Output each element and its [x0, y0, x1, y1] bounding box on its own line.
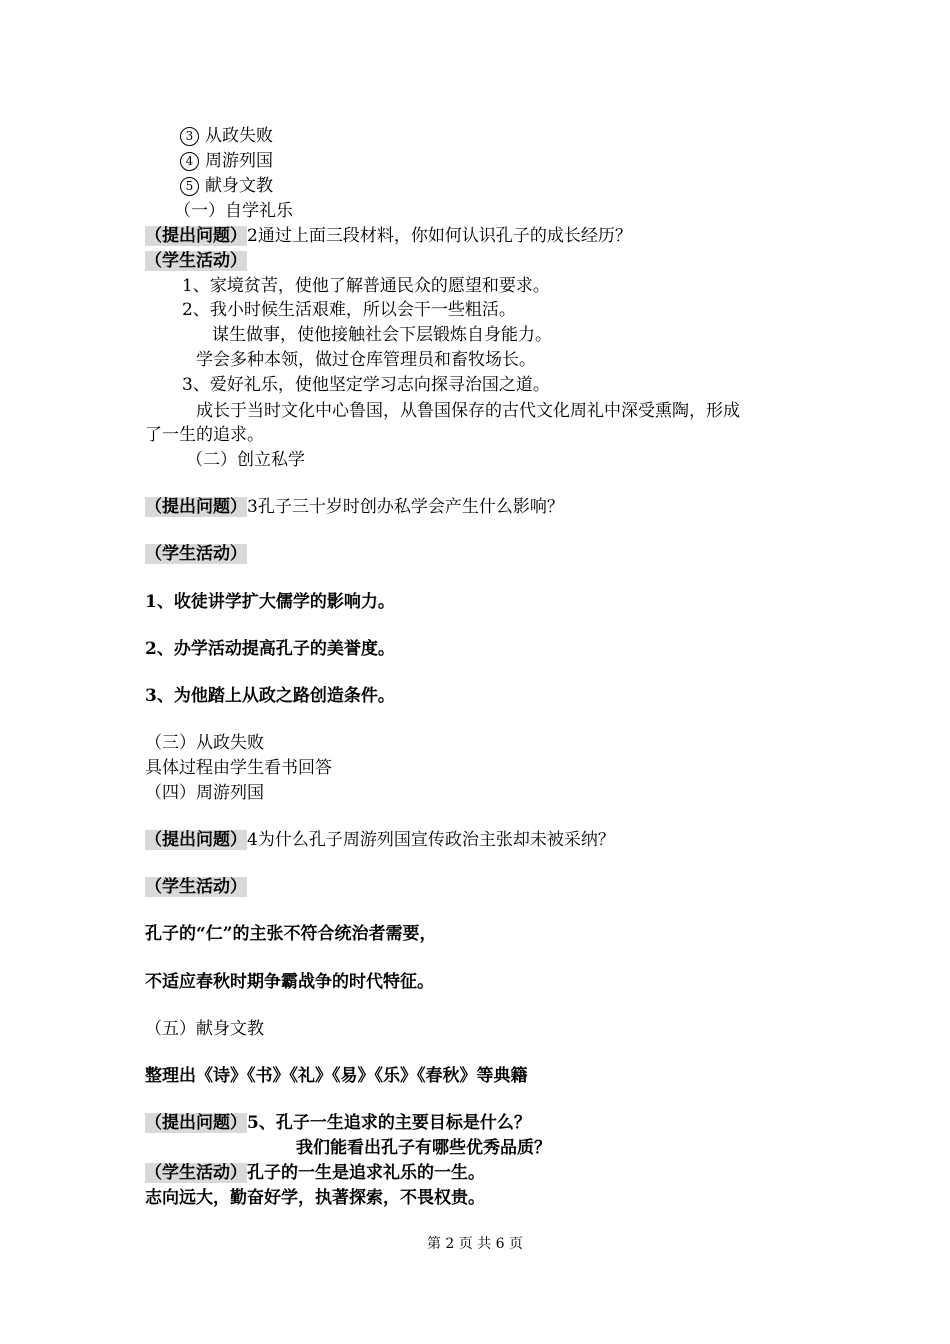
- question-text: 5、孔子一生追求的主要目标是什么？: [247, 1113, 531, 1133]
- body-line: 了一生的追求。: [145, 425, 264, 445]
- question-label: （提出问题）: [145, 1113, 247, 1133]
- section-heading: （三）从政失败: [145, 733, 264, 753]
- section-heading: （五）献身文教: [145, 1019, 264, 1039]
- activity-line: [145, 249, 247, 273]
- answer-line: 2、办学活动提高孔子的美誉度。: [145, 639, 395, 659]
- body-line: 1、家境贫苦，使他了解普通民众的愿望和要求。: [182, 276, 550, 296]
- body-line: 志向远大，勤奋好学，执著探索，不畏权贵。: [145, 1188, 485, 1208]
- circled-number: 4: [180, 152, 199, 171]
- question-line: [145, 495, 564, 519]
- question-line: [145, 1111, 531, 1135]
- body-line: 2、我小时候生活艰难，所以会干一些粗活。: [182, 300, 516, 320]
- body-line: 学会多种本领，做过仓库管理员和畜牧场长。: [196, 350, 536, 370]
- activity-text: 孔子的一生是追求礼乐的一生。: [247, 1163, 485, 1183]
- body-line: 整理出《诗》《书》《礼》《易》《乐》《春秋》等典籍: [145, 1066, 528, 1086]
- answer-line: 孔子的“仁”的主张不符合统治者需要，: [145, 924, 437, 944]
- section-heading: （一）自学礼乐: [174, 201, 293, 221]
- question-label: （提出问题）: [145, 226, 247, 246]
- answer-line: 不适应春秋时期争霸战争的时代特征。: [145, 972, 434, 992]
- question-label: （提出问题）: [145, 497, 247, 517]
- list-item: 3 从政失败: [180, 124, 273, 148]
- activity-line: [145, 875, 247, 899]
- answer-line: 1、收徒讲学扩大儒学的影响力。: [145, 592, 395, 612]
- body-line: 谋生做事，使他接触社会下层锻炼自身能力。: [212, 325, 552, 345]
- question-text: 3孔子三十岁时创办私学会产生什么影响？: [247, 497, 564, 517]
- body-line: 具体过程由学生看书回答: [145, 758, 332, 778]
- section-heading: （四）周游列国: [145, 783, 264, 803]
- question-line: [145, 224, 632, 248]
- question-label: （提出问题）: [145, 830, 247, 850]
- circled-number: 5: [180, 177, 199, 196]
- list-item: 5 献身文教: [180, 174, 273, 198]
- circled-number: 3: [180, 127, 199, 146]
- activity-label: （学生活动）: [145, 251, 247, 271]
- section-heading: （二）创立私学: [186, 450, 305, 470]
- body-line: 成长于当时文化中心鲁国，从鲁国保存的古代文化周礼中深受熏陶，形成: [196, 401, 740, 421]
- question-text: 2通过上面三段材料，你如何认识孔子的成长经历？: [247, 226, 632, 246]
- question-text-continued: 我们能看出孔子有哪些优秀品质？: [296, 1138, 551, 1158]
- question-line: [145, 828, 615, 852]
- activity-label: （学生活动）: [145, 544, 247, 564]
- activity-label: （学生活动）: [145, 1163, 247, 1183]
- page-footer: 第 2 页 共 6 页: [426, 1236, 524, 1252]
- activity-line: [145, 1161, 485, 1185]
- body-line: 3、爱好礼乐，使他坚定学习志向探寻治国之道。: [182, 375, 550, 395]
- question-text: 4为什么孔子周游列国宣传政治主张却未被采纳？: [247, 830, 615, 850]
- answer-line: 3、为他踏上从政之路创造条件。: [145, 686, 395, 706]
- activity-label: （学生活动）: [145, 877, 247, 897]
- list-item: 4 周游列国: [180, 149, 273, 173]
- activity-line: [145, 542, 247, 566]
